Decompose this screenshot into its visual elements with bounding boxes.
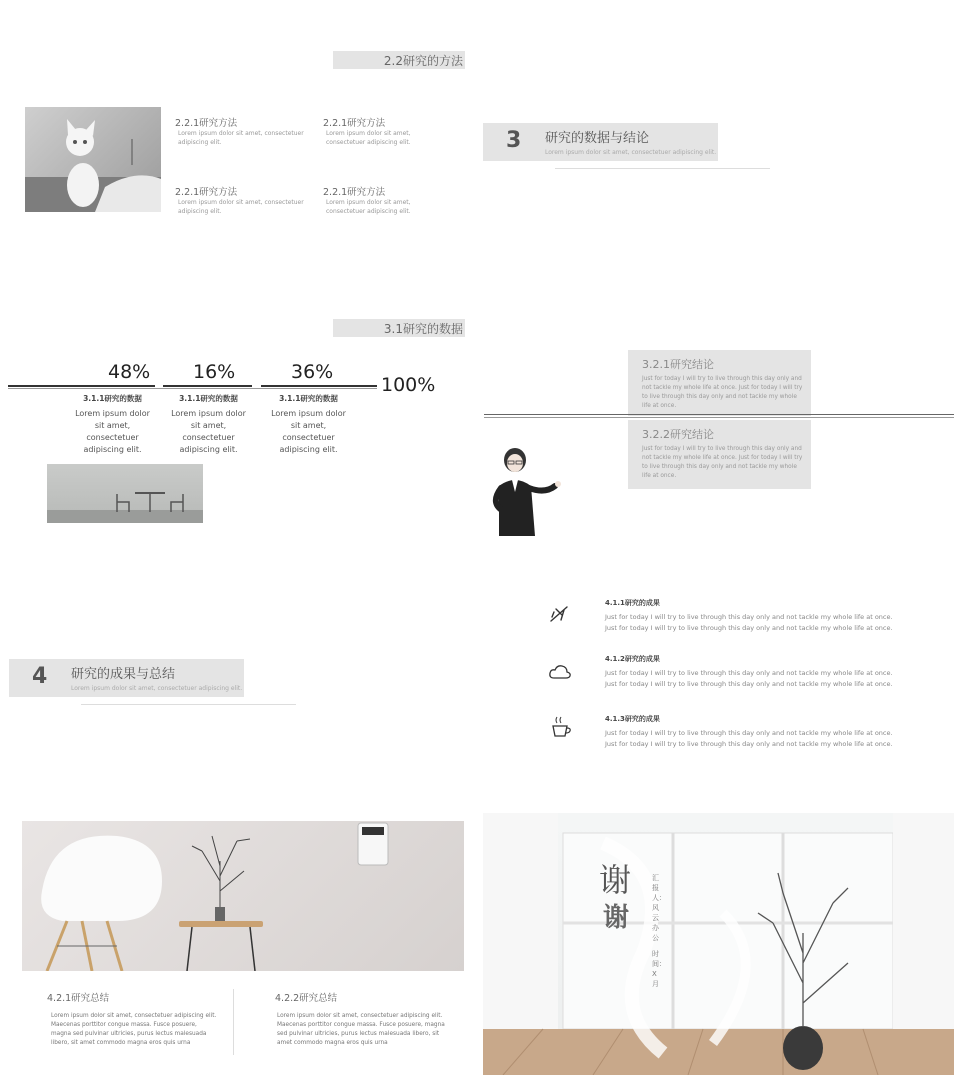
stat-bar-line bbox=[8, 385, 155, 387]
stat-bar-line bbox=[8, 388, 377, 389]
result-item-1 bbox=[605, 598, 935, 632]
window-background bbox=[483, 813, 954, 1075]
method-item-body: Lorem ipsum dolor sit amet, consectetuer adipiscing elit. bbox=[178, 199, 304, 215]
airplane-icon bbox=[548, 603, 570, 625]
result-title: 4.1.3研究的成果 bbox=[605, 715, 660, 723]
result-line: Just for today I will try to live through this day only and not tackle my whole life at once. bbox=[605, 624, 893, 632]
divider-line bbox=[81, 704, 296, 705]
section-subtitle: Lorem ipsum dolor sit amet, consectetuer adipiscing elit. bbox=[71, 685, 243, 692]
summary-body: Lorem ipsum dolor sit amet, consectetuer adipiscing elit. Maecenas porttitor congue massa. Fusce posuere, magna sed pulvinar ultricies, purus lectus malesuada libero, sit amet commodo magna eros quis urna bbox=[51, 1013, 217, 1046]
stat-bar-line bbox=[163, 385, 252, 387]
divider-line bbox=[484, 417, 954, 418]
summary-col-2 bbox=[275, 990, 445, 1048]
method-item-4 bbox=[323, 184, 448, 216]
time-text: 时间：X月 bbox=[652, 950, 666, 988]
stat-label: 3.1.1研究的数据 bbox=[279, 394, 338, 403]
method-item-title: 2.2.1研究方法 bbox=[323, 187, 386, 198]
method-item-body: Lorem ipsum dolor sit amet, consectetuer adipiscing elit. bbox=[326, 199, 411, 215]
stat-percentage: 36% bbox=[291, 361, 334, 383]
slide-research-results bbox=[480, 542, 960, 813]
section-title: 研究的成果与总结 bbox=[71, 667, 176, 682]
conclusion-box-1 bbox=[628, 350, 811, 416]
method-item-1 bbox=[175, 115, 325, 147]
section-subtitle: Lorem ipsum dolor sit amet, consectetuer adipiscing elit. bbox=[545, 149, 717, 156]
stat-percentage: 16% bbox=[193, 361, 236, 383]
stat-body: Lorem ipsum dolor sit amet, consectetuer adipiscing elit. bbox=[75, 409, 150, 454]
result-line: Just for today I will try to live through this day only and not tackle my whole life at once. bbox=[605, 669, 893, 677]
result-line: Just for today I will try to live through this day only and not tackle my whole life at once. bbox=[605, 740, 893, 748]
stat-block-1 bbox=[65, 393, 160, 456]
method-item-title: 2.2.1研究方法 bbox=[323, 118, 386, 129]
method-item-title: 2.2.1研究方法 bbox=[175, 187, 238, 198]
thanks-char-2: 谢 bbox=[603, 903, 630, 933]
coffee-cup-icon bbox=[550, 715, 572, 739]
summary-body: Lorem ipsum dolor sit amet, consectetuer adipiscing elit. Maecenas porttitor congue massa. Fusce posuere, magna sed pulvinar ultricies, purus lectus malesuada libero, sit amet commodo magna eros quis urna bbox=[277, 1013, 445, 1046]
divider-line bbox=[555, 168, 770, 169]
stat-percentage: 48% bbox=[108, 361, 151, 383]
stat-total: 100% bbox=[381, 374, 436, 396]
conclusion-title: 3.2.1研究结论 bbox=[642, 358, 714, 371]
section-header: 2.2研究的方法 bbox=[383, 54, 463, 68]
slide-research-conclusions bbox=[480, 271, 960, 542]
result-title: 4.1.1研究的成果 bbox=[605, 599, 660, 607]
slide-section-4 bbox=[0, 542, 480, 813]
result-title: 4.1.2研究的成果 bbox=[605, 655, 660, 663]
method-item-body: Lorem ipsum dolor sit amet, consectetuer adipiscing elit. bbox=[178, 130, 304, 146]
section-title: 研究的数据与结论 bbox=[545, 131, 650, 146]
result-line: Just for today I will try to live through this day only and not tackle my whole life at once. bbox=[605, 680, 893, 688]
divider-line bbox=[484, 414, 954, 415]
method-item-body: Lorem ipsum dolor sit amet, consectetuer adipiscing elit. bbox=[326, 130, 411, 146]
slide-research-summary bbox=[0, 813, 480, 1084]
thanks-char-1: 谢 bbox=[599, 861, 632, 899]
summary-col-1 bbox=[47, 990, 217, 1048]
stat-bar-line bbox=[261, 385, 377, 387]
result-item-2 bbox=[605, 654, 935, 688]
summary-title: 4.2.2研究总结 bbox=[275, 993, 338, 1004]
result-line: Just for today I will try to live through this day only and not tackle my whole life at once. bbox=[605, 613, 893, 621]
stat-body: Lorem ipsum dolor sit amet, consectetuer adipiscing elit. bbox=[171, 409, 246, 454]
column-divider bbox=[233, 989, 234, 1055]
room-photo bbox=[47, 464, 203, 523]
method-item-2 bbox=[323, 115, 448, 147]
slide-research-data bbox=[0, 271, 480, 542]
section-number: 3 bbox=[506, 128, 522, 153]
section-header: 3.1研究的数据 bbox=[383, 322, 463, 336]
conclusion-box-2 bbox=[628, 420, 811, 489]
stat-block-2 bbox=[161, 393, 256, 456]
method-item-3 bbox=[175, 184, 325, 216]
summary-title: 4.2.1研究总结 bbox=[47, 993, 110, 1004]
stat-block-3 bbox=[261, 393, 356, 456]
slide-thank-you bbox=[480, 813, 960, 1084]
section-number: 4 bbox=[32, 664, 48, 689]
conclusion-body: Just for today I will try to live through this day only and not tackle my whole life at once. Just for today I will try to live through this day only and not tackle my whole life at once. bbox=[642, 446, 803, 479]
conclusion-title: 3.2.2研究结论 bbox=[642, 428, 714, 441]
conclusion-body: Just for today I will try to live through this day only and not tackle my whole life at once. Just for today I will try to live through this day only and not tackle my whole life at once. bbox=[642, 376, 803, 409]
stat-body: Lorem ipsum dolor sit amet, consectetuer adipiscing elit. bbox=[271, 409, 346, 454]
cloud-icon bbox=[548, 663, 572, 681]
stat-label: 3.1.1研究的数据 bbox=[83, 394, 142, 403]
stat-label: 3.1.1研究的数据 bbox=[179, 394, 238, 403]
method-item-title: 2.2.1研究方法 bbox=[175, 118, 238, 129]
cat-photo bbox=[25, 107, 161, 212]
businesswoman-illustration bbox=[485, 446, 565, 538]
reporter-text: 汇报人：风云办公 bbox=[652, 874, 666, 942]
chair-photo bbox=[22, 821, 464, 971]
result-item-3 bbox=[605, 714, 935, 748]
result-line: Just for today I will try to live through this day only and not tackle my whole life at once. bbox=[605, 729, 893, 737]
slide-research-methods bbox=[0, 0, 480, 271]
slide-section-3 bbox=[480, 0, 960, 271]
